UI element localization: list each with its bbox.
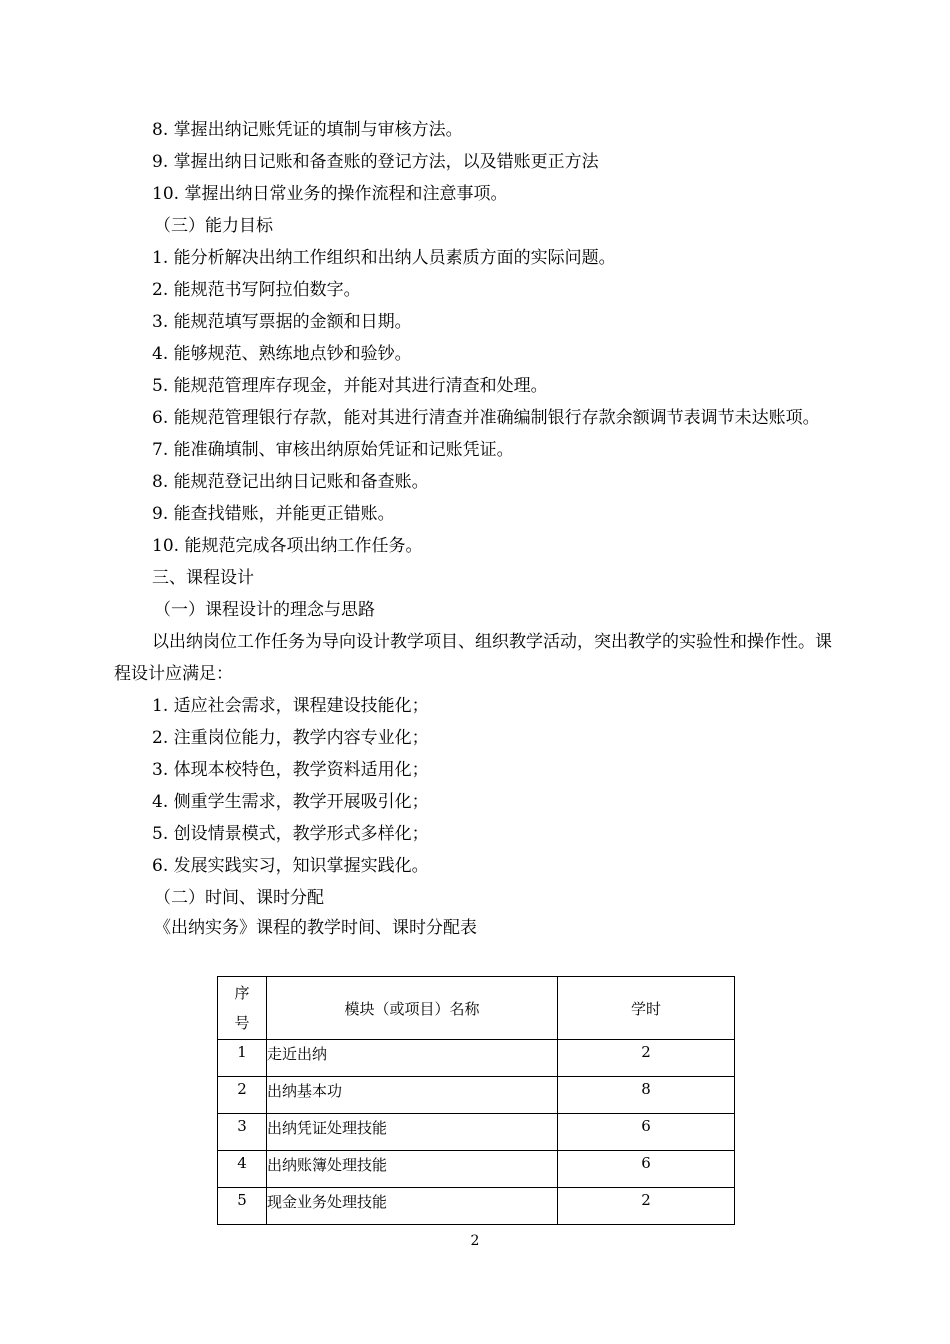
cell-name: 出纳账簿处理技能 xyxy=(267,1151,558,1188)
table-row xyxy=(218,1040,735,1077)
paragraph: 5. 能规范管理库存现金，并能对其进行清查和处理。 xyxy=(152,376,548,396)
cell-no: 4 xyxy=(218,1151,267,1188)
cell-hours: 2 xyxy=(558,1188,735,1225)
header-no-line1: 序 xyxy=(234,984,250,1002)
cell-hours: 2 xyxy=(558,1040,735,1077)
paragraph: 6. 发展实践实习，知识掌握实践化。 xyxy=(152,856,429,876)
paragraph: 4. 侧重学生需求，教学开展吸引化； xyxy=(152,792,429,812)
section-heading: 三、课程设计 xyxy=(152,568,254,588)
cell-name: 现金业务处理技能 xyxy=(267,1188,558,1225)
paragraph: 1. 能分析解决出纳工作组织和出纳人员素质方面的实际问题。 xyxy=(152,248,616,268)
cell-name: 出纳基本功 xyxy=(267,1077,558,1114)
cell-hours: 8 xyxy=(558,1077,735,1114)
cell-name: 走近出纳 xyxy=(267,1040,558,1077)
table-caption: 《出纳实务》课程的教学时间、课时分配表 xyxy=(154,918,477,938)
paragraph: 8. 能规范登记出纳日记账和备查账。 xyxy=(152,472,429,492)
section-heading: （三）能力目标 xyxy=(154,216,273,236)
header-no-line2: 号 xyxy=(234,1014,250,1032)
cell-no: 5 xyxy=(218,1188,267,1225)
cell-no: 1 xyxy=(218,1040,267,1077)
paragraph: 10. 掌握出纳日常业务的操作流程和注意事项。 xyxy=(152,184,508,204)
paragraph: 2. 能规范书写阿拉伯数字。 xyxy=(152,280,361,300)
cell-no: 3 xyxy=(218,1114,267,1151)
cell-hours: 6 xyxy=(558,1151,735,1188)
page-number: 2 xyxy=(470,1233,480,1249)
course-hours-table xyxy=(217,976,735,1225)
table-row xyxy=(218,1114,735,1151)
paragraph: 4. 能够规范、熟练地点钞和验钞。 xyxy=(152,344,412,364)
table-row xyxy=(218,1151,735,1188)
paragraph: 2. 注重岗位能力，教学内容专业化； xyxy=(152,728,429,748)
paragraph: 10. 能规范完成各项出纳工作任务。 xyxy=(152,536,423,556)
section-heading: （二）时间、课时分配 xyxy=(154,888,324,908)
section-heading: （一）课程设计的理念与思路 xyxy=(154,600,375,620)
paragraph: 3. 体现本校特色，教学资料适用化； xyxy=(152,760,429,780)
paragraph: 7. 能准确填制、审核出纳原始凭证和记账凭证。 xyxy=(152,440,514,460)
cell-hours: 6 xyxy=(558,1114,735,1151)
table-row xyxy=(218,1077,735,1114)
paragraph: 6. 能规范管理银行存款，能对其进行清查并准确编制银行存款余额调节表调节未达账项。 xyxy=(152,408,820,428)
paragraph: 以出纳岗位工作任务为导向设计教学项目、组织教学活动，突出教学的实验性和操作性。课程设计应满足： xyxy=(114,632,832,684)
paragraph: 5. 创设情景模式，教学形式多样化； xyxy=(152,824,429,844)
header-name: 模块（或项目）名称 xyxy=(267,977,558,1040)
paragraph: 9. 能查找错账，并能更正错账。 xyxy=(152,504,395,524)
table-header-row xyxy=(218,977,735,1040)
cell-no: 2 xyxy=(218,1077,267,1114)
paragraph: 9. 掌握出纳日记账和备查账的登记方法，以及错账更正方法 xyxy=(152,152,599,172)
cell-name: 出纳凭证处理技能 xyxy=(267,1114,558,1151)
document-body xyxy=(114,114,842,942)
paragraph: 3. 能规范填写票据的金额和日期。 xyxy=(152,312,412,332)
header-no xyxy=(218,977,267,1040)
paragraph: 1. 适应社会需求，课程建设技能化； xyxy=(152,696,429,716)
header-hours: 学时 xyxy=(558,977,735,1040)
paragraph: 8. 掌握出纳记账凭证的填制与审核方法。 xyxy=(152,120,463,140)
table-row xyxy=(218,1188,735,1225)
